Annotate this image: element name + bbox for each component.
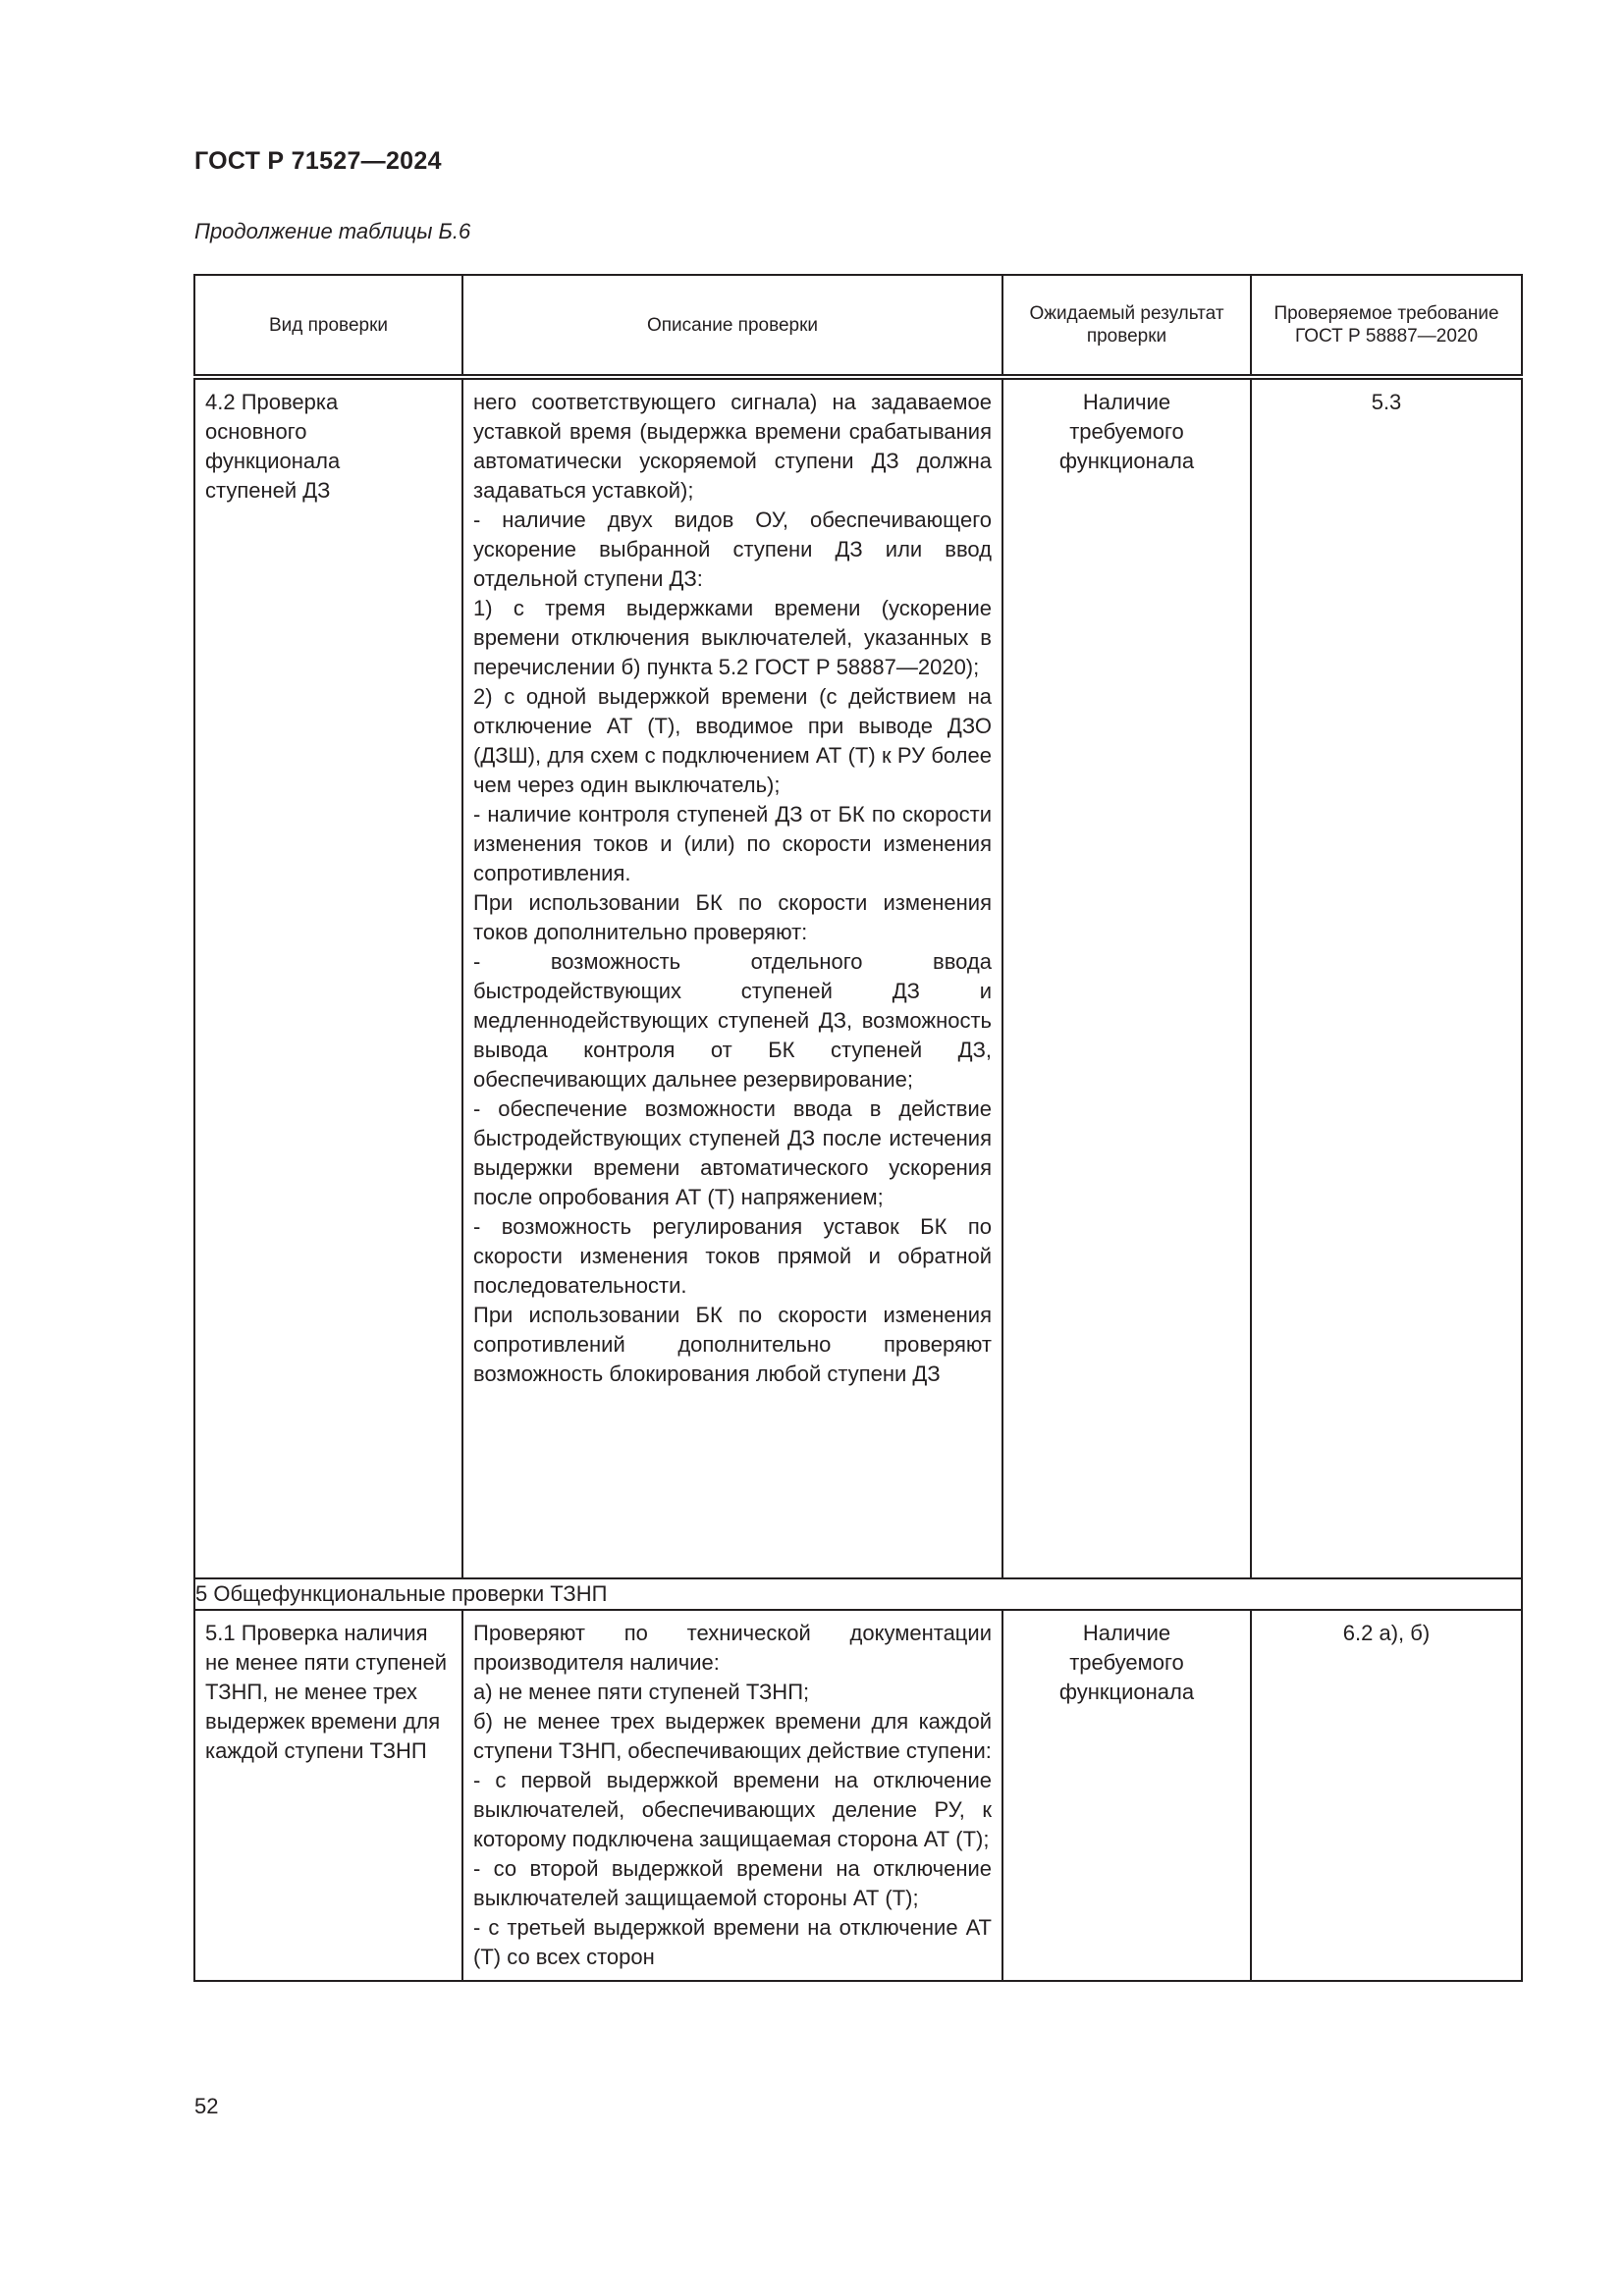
cell-description-5-1 xyxy=(462,1610,1002,1981)
section-row-5 xyxy=(194,1578,1522,1610)
cell-description-4-2 xyxy=(462,377,1002,1578)
expected-result-text: Наличие требуемого функционала xyxy=(1058,390,1195,473)
description-paragraph: а) не менее пяти ступеней ТЗНП; xyxy=(473,1680,810,1704)
description-paragraph: При использовании БК по скорости изменения сопротивлений дополнительно проверяют возможность блокирования любой ступени ДЗ xyxy=(473,1303,992,1386)
table-row-5-1 xyxy=(194,1610,1522,1981)
check-type-text: 5.1 Проверка наличия не менее пяти ступеней ТЗНП, не менее трех выдержек времени для каждой ступени ТЗНП xyxy=(205,1621,448,1763)
cell-check-type-4-2 xyxy=(194,377,462,1578)
description-paragraph: б) не менее трех выдержек времени для каждой ступени ТЗНП, обеспечивающих действие ступени: xyxy=(473,1709,992,1763)
checks-table xyxy=(193,274,1523,1982)
expected-result-text: Наличие требуемого функционала xyxy=(1058,1621,1195,1704)
description-paragraph: При использовании БК по скорости изменения токов дополнительно проверяют: xyxy=(473,890,992,944)
table-caption: Продолжение таблицы Б.6 xyxy=(194,219,471,243)
header-description: Описание проверки xyxy=(462,275,1002,377)
description-paragraph: - с третьей выдержкой времени на отключение АТ (Т) со всех сторон xyxy=(473,1915,992,1969)
page-number: 52 xyxy=(194,2094,219,2118)
requirement-text: 6.2 а), б) xyxy=(1342,1621,1431,1645)
cell-requirement-5-1 xyxy=(1251,1610,1522,1981)
description-paragraph: 2) с одной выдержкой времени (с действием на отключение АТ (Т), вводимое при выводе ДЗО (ДЗШ), для схем с подключением АТ (Т) к РУ более чем через один выключатель); xyxy=(473,684,992,797)
header-expected-result-text: Ожидаемый результат проверки xyxy=(1029,303,1224,347)
header-requirement-text: Проверяемое требование ГОСТ Р 58887—2020 xyxy=(1273,303,1499,347)
description-paragraph: - наличие контроля ступеней ДЗ от БК по скорости изменения токов и (или) по скорости изменения сопротивления. xyxy=(473,802,992,885)
cell-requirement-4-2 xyxy=(1251,377,1522,1578)
description-paragraph: - со второй выдержкой времени на отключение выключателей защищаемой стороны АТ (Т); xyxy=(473,1856,992,1910)
description-text xyxy=(463,1611,1001,1980)
description-text xyxy=(463,380,1001,1397)
requirement-text: 5.3 xyxy=(1371,390,1402,414)
check-type-text: 4.2 Проверка основного функционала ступеней ДЗ xyxy=(205,390,341,503)
description-paragraph: - с первой выдержкой времени на отключение выключателей, обеспечивающих деление РУ, к которому подключена защищаемая сторона АТ (Т); xyxy=(473,1768,992,1851)
description-paragraph: - обеспечение возможности ввода в действие быстродействующих ступеней ДЗ после истечения выдержки времени автоматического ускорения после опробования АТ (Т) напряжением; xyxy=(473,1096,992,1209)
table-row-4-2 xyxy=(194,377,1522,1578)
cell-expected-result-5-1 xyxy=(1002,1610,1251,1981)
cell-expected-result-4-2 xyxy=(1002,377,1251,1578)
description-paragraph: него соответствующего сигнала) на задаваемое уставкой время (выдержка времени срабатывания автоматически ускоряемой ступени ДЗ должна задаваться уставкой); xyxy=(473,390,992,503)
cell-check-type-5-1 xyxy=(194,1610,462,1981)
description-paragraph: - возможность отдельного ввода быстродействующих ступеней ДЗ и медленнодействующих ступеней ДЗ, возможность вывода контроля от БК ступеней ДЗ, обеспечивающих дальнее резервирование; xyxy=(473,949,992,1092)
description-paragraph: - возможность регулирования уставок БК по скорости изменения токов прямой и обратной последовательности. xyxy=(473,1214,992,1298)
document-standard-title: ГОСТ Р 71527—2024 xyxy=(194,147,442,175)
header-requirement xyxy=(1251,275,1522,377)
description-paragraph: Проверяют по технической документации производителя наличие: xyxy=(473,1621,992,1675)
description-paragraph: - наличие двух видов ОУ, обеспечивающего ускорение выбранной ступени ДЗ или ввод отдельной ступени ДЗ: xyxy=(473,507,992,591)
table-header-row xyxy=(194,275,1522,377)
header-check-type: Вид проверки xyxy=(194,275,462,377)
header-expected-result xyxy=(1002,275,1251,377)
description-paragraph: 1) с тремя выдержками времени (ускорение времени отключения выключателей, указанных в перечислении б) пункта 5.2 ГОСТ Р 58887—2020); xyxy=(473,596,992,679)
section-heading-5: 5 Общефункциональные проверки ТЗНП xyxy=(194,1578,1522,1610)
